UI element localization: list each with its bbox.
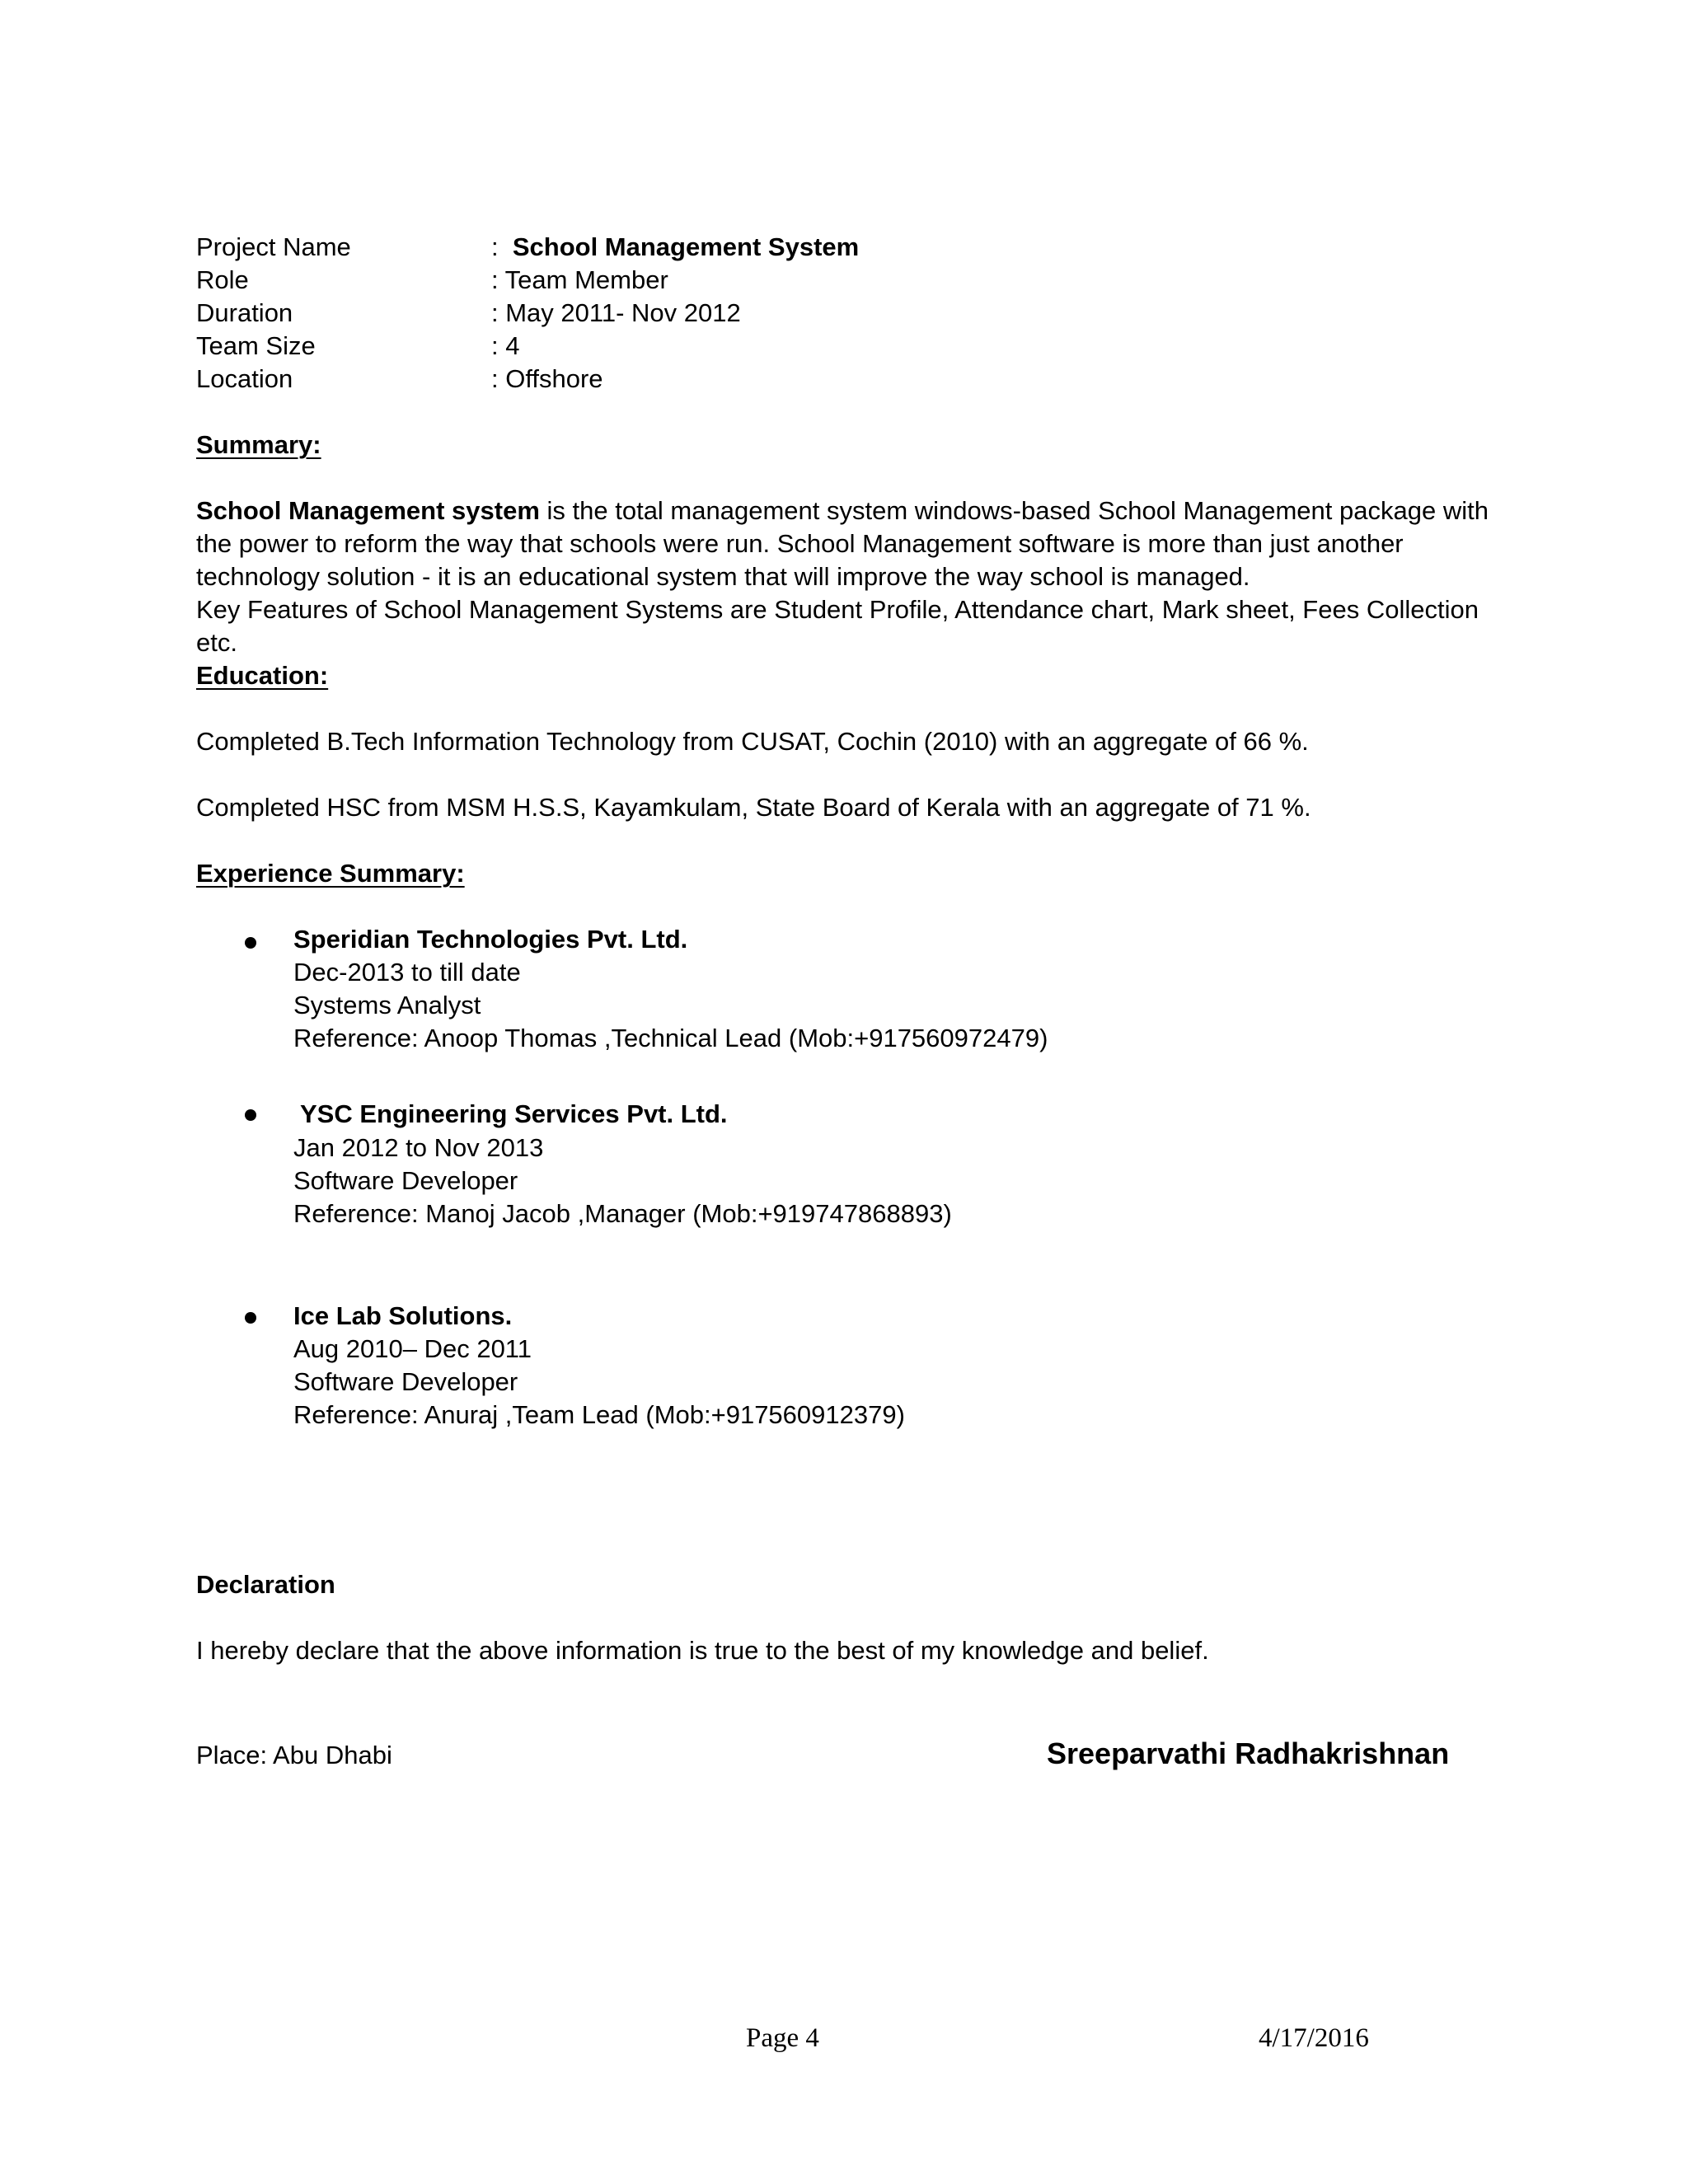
location-value: : Offshore xyxy=(491,364,603,393)
summary-paragraph xyxy=(196,494,1507,593)
reference: Reference: Manoj Jacob ,Manager (Mob:+919747868893) xyxy=(293,1199,952,1228)
summary-heading: Summary: xyxy=(196,430,321,459)
team-size-label: Team Size xyxy=(196,331,316,360)
colon: : xyxy=(491,232,499,261)
company-name: Speridian Technologies Pvt. Ltd. xyxy=(293,925,688,954)
experience-heading: Experience Summary: xyxy=(196,859,465,888)
education-item: Completed B.Tech Information Technology from CUSAT, Cochin (2010) with an aggregate of 66 %. xyxy=(196,727,1309,756)
reference: Reference: Anuraj ,Team Lead (Mob:+917560912379) xyxy=(293,1400,905,1429)
page-number: Page 4 xyxy=(746,2023,819,2053)
project-name-text: School Management System xyxy=(512,232,860,261)
employment-period: Jan 2012 to Nov 2013 xyxy=(293,1133,544,1162)
project-name-value xyxy=(491,231,859,264)
project-name-label: Project Name xyxy=(196,232,351,261)
team-size-value: : 4 xyxy=(491,331,520,360)
employment-period: Dec-2013 to till date xyxy=(293,958,521,987)
reference: Reference: Anoop Thomas ,Technical Lead (Mob:+917560972479) xyxy=(293,1024,1048,1052)
summary-features: Key Features of School Management Systems are Student Profile, Attendance chart, Mark sheet, Fees Collection etc. xyxy=(196,595,1479,657)
place: Place: Abu Dhabi xyxy=(196,1741,392,1769)
signatory-name: Sreeparvathi Radhakrishnan xyxy=(1047,1736,1450,1770)
location-label: Location xyxy=(196,364,293,393)
company-name: YSC Engineering Services Pvt. Ltd. xyxy=(300,1099,728,1128)
summary-lead: School Management system xyxy=(196,496,540,525)
education-item: Completed HSC from MSM H.S.S, Kayamkulam, State Board of Kerala with an aggregate of 71 %. xyxy=(196,793,1311,822)
employment-period: Aug 2010– Dec 2011 xyxy=(293,1334,532,1363)
declaration-heading: Declaration xyxy=(196,1570,335,1599)
duration-label: Duration xyxy=(196,298,293,327)
bullet-icon xyxy=(245,1312,256,1324)
declaration-text: I hereby declare that the above information is true to the best of my knowledge and belief. xyxy=(196,1636,1209,1665)
summary-body: is the total management system windows-based School Management package with the power to reform the way that schools were run. School Management software is more than just another technology solution - it is an educational system that will improve the way school is managed. xyxy=(196,496,1489,591)
job-role: Software Developer xyxy=(293,1166,518,1195)
job-role: Software Developer xyxy=(293,1367,518,1396)
footer-date: 4/17/2016 xyxy=(1259,2023,1369,2053)
job-role: Systems Analyst xyxy=(293,991,481,1019)
company-name: Ice Lab Solutions. xyxy=(293,1301,513,1330)
bullet-icon xyxy=(245,1109,256,1121)
education-heading: Education: xyxy=(196,661,329,690)
role-label: Role xyxy=(196,265,249,294)
bullet-icon xyxy=(245,937,256,949)
role-value: : Team Member xyxy=(491,265,668,294)
duration-value: : May 2011- Nov 2012 xyxy=(491,298,741,327)
